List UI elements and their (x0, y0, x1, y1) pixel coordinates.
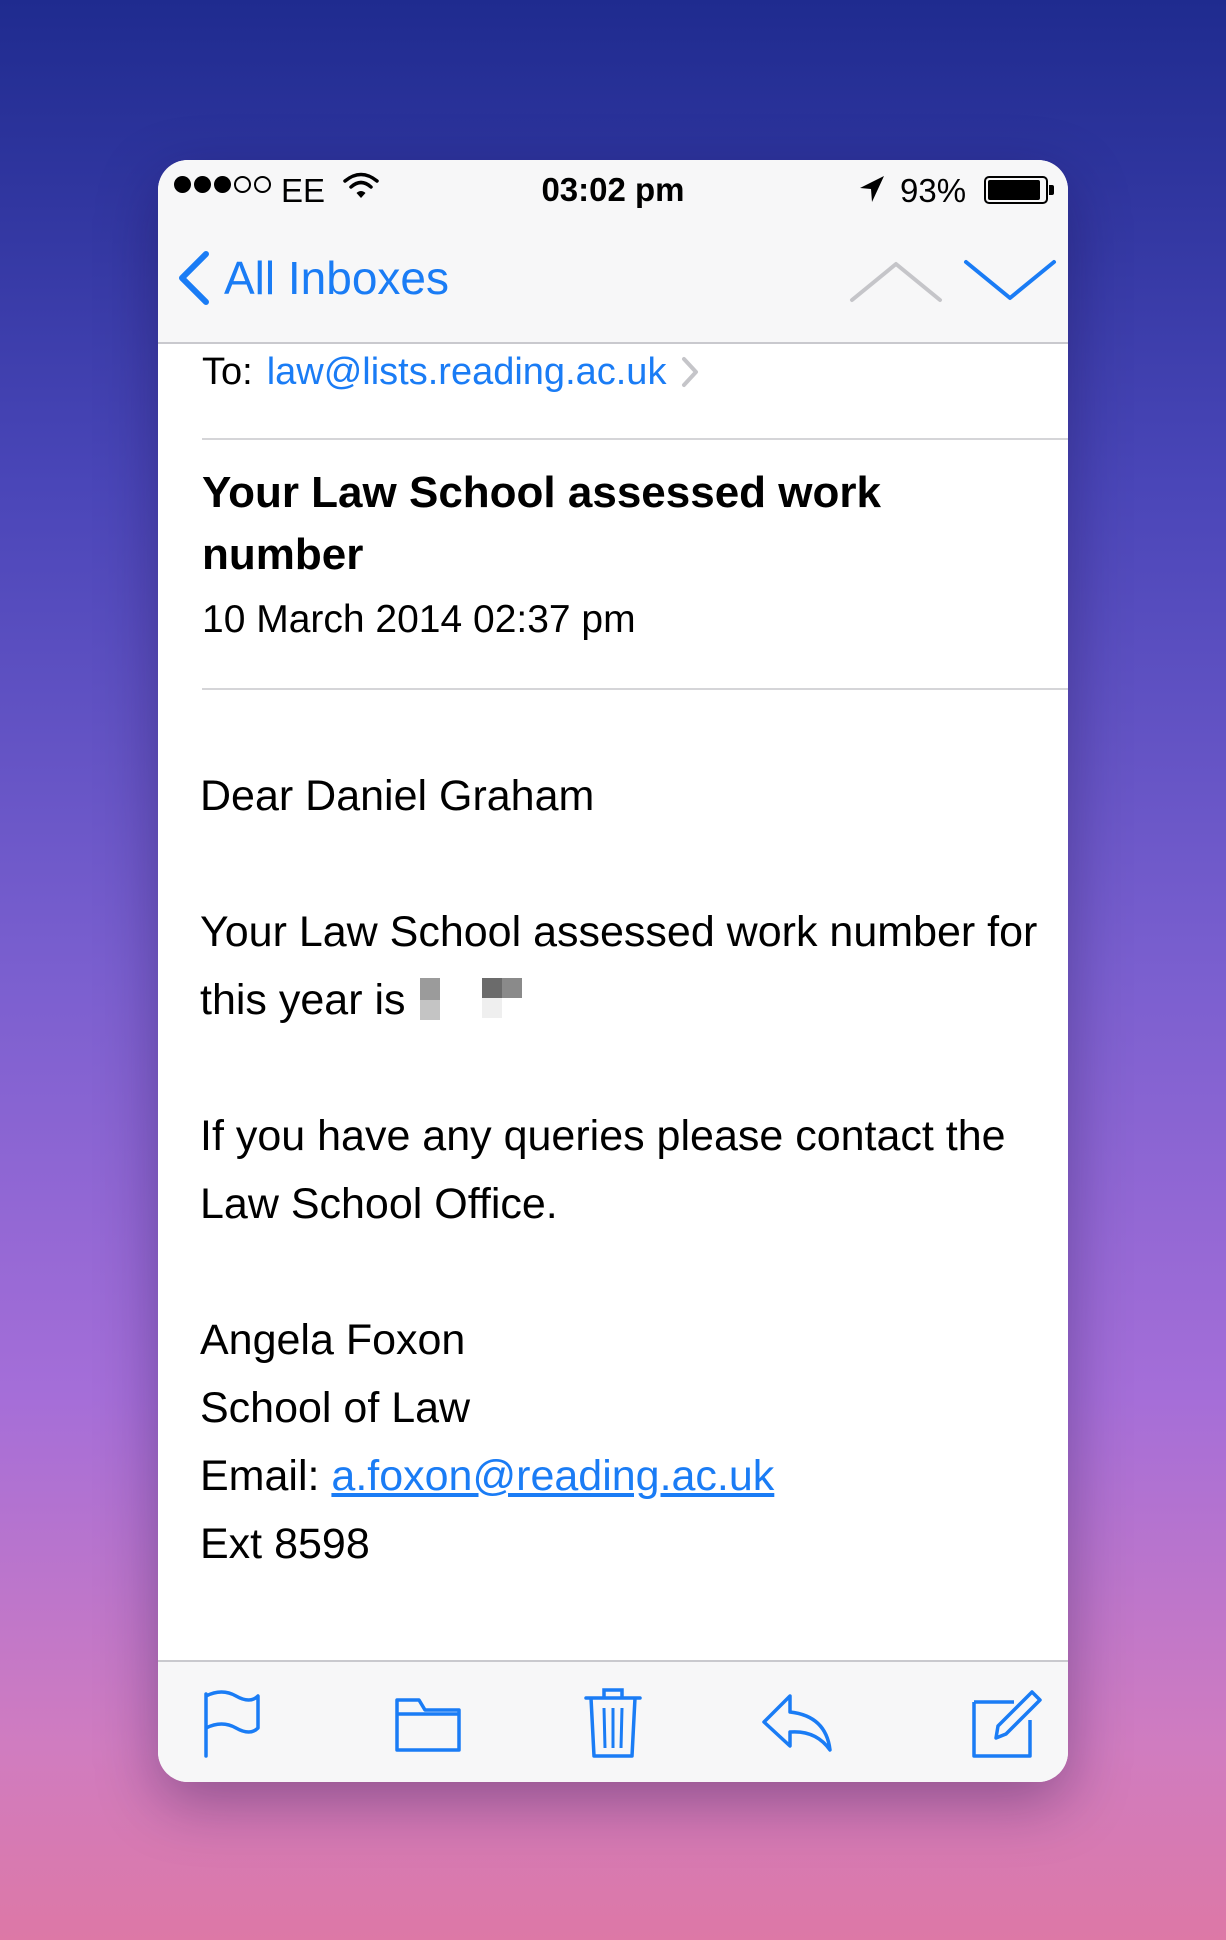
chevron-down-icon[interactable] (962, 252, 1058, 308)
signature-name: Angela Foxon (200, 1316, 466, 1364)
signature-department: School of Law (200, 1384, 471, 1432)
move-to-folder-button[interactable] (393, 1686, 463, 1760)
to-label: To: (202, 350, 253, 393)
recipient-address[interactable]: law@lists.reading.ac.uk (266, 350, 667, 393)
signature-email-link[interactable]: a.foxon@reading.ac.uk (331, 1452, 775, 1500)
battery-fill (988, 180, 1040, 200)
compose-button[interactable] (970, 1686, 1042, 1760)
reply-button[interactable] (758, 1686, 838, 1760)
signature-email-row (200, 1442, 1040, 1510)
trash-icon (582, 1686, 644, 1760)
nav-bar (158, 222, 1068, 344)
back-label: All Inboxes (224, 252, 450, 304)
greeting: Dear Daniel Graham (200, 772, 595, 820)
flag-button[interactable] (198, 1686, 268, 1760)
chevron-left-icon (176, 250, 212, 306)
email-body (200, 762, 1040, 1578)
email-subject: Your Law School assessed work number (202, 468, 881, 579)
body-paragraph (200, 898, 1040, 1034)
header-divider (202, 438, 1068, 440)
compose-icon (970, 1686, 1042, 1760)
recipient-row (202, 344, 700, 400)
trash-button[interactable] (582, 1686, 644, 1760)
redacted-number (420, 976, 520, 1020)
email-content (158, 344, 1068, 1662)
chevron-right-icon[interactable] (680, 355, 700, 389)
phone-screen (158, 160, 1068, 1782)
flag-icon (198, 1686, 268, 1760)
reply-icon (758, 1686, 838, 1760)
body-paragraph-text: Your Law School assessed work number for this year is (200, 908, 1038, 1024)
signature-extension: Ext 8598 (200, 1520, 370, 1568)
location-arrow-icon (858, 174, 886, 204)
status-clock: 03:02 pm (541, 171, 685, 208)
signature (200, 1306, 1040, 1578)
folder-icon (393, 1686, 463, 1760)
battery-icon (984, 176, 1056, 204)
bottom-toolbar (158, 1660, 1068, 1782)
queries-paragraph: If you have any queries please contact the Law School Office. (200, 1112, 1006, 1228)
chevron-up-icon[interactable] (848, 256, 944, 312)
carrier-name: EE (281, 172, 326, 209)
subject-divider (202, 688, 1068, 690)
battery-percentage: 93% (900, 172, 967, 209)
signature-email-label: Email: (200, 1452, 332, 1500)
status-bar (158, 160, 1068, 222)
email-date: 10 March 2014 02:37 pm (202, 598, 636, 641)
back-button[interactable] (176, 248, 449, 308)
